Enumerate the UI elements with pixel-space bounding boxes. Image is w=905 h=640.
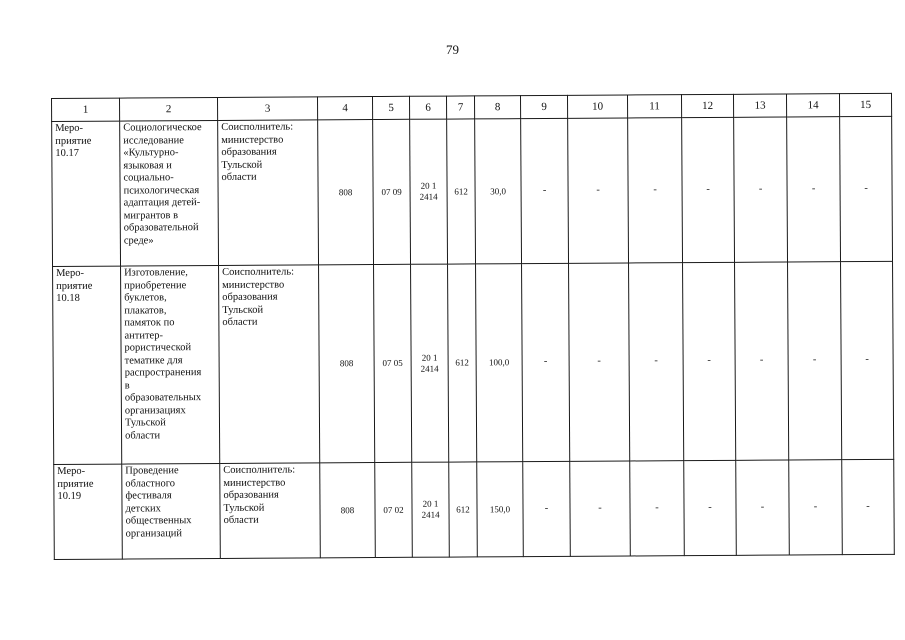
empty-value-cell: - <box>683 262 736 460</box>
header-cell: 1 <box>52 98 120 121</box>
empty-value-cell: - <box>629 263 684 461</box>
header-cell: 4 <box>317 97 372 120</box>
csr-cell: 20 1 2414 <box>410 119 448 264</box>
empty-value-cell: - <box>684 460 737 555</box>
header-cell: 12 <box>681 94 733 117</box>
header-cell: 15 <box>839 93 891 116</box>
empty-value-cell: - <box>789 460 843 555</box>
empty-value-cell: - <box>842 459 895 554</box>
activity-cell: Меро- приятие 10.17 <box>52 121 121 266</box>
description-cell: Изготовление, приобретение буклетов, плакатов, памяток по антитер- рористической тематике для распространения в образовательных организациях Тульской области <box>121 265 220 464</box>
empty-value-cell: - <box>570 461 631 556</box>
executor-cell: Соисполнитель: министерство образования Тульской области <box>218 120 319 266</box>
empty-value-cell: - <box>736 460 790 555</box>
executor-cell: Соисполнитель: министерство образования Тульской области <box>219 265 320 464</box>
executor-cell: Соисполнитель: министерство образования Тульской области <box>220 463 321 559</box>
table-row <box>52 116 893 266</box>
header-cell: 10 <box>567 95 627 118</box>
grbs-cell: 808 <box>319 265 375 463</box>
csr-cell: 20 1 2414 <box>411 264 449 462</box>
empty-value-cell: - <box>523 461 571 556</box>
empty-value-cell: - <box>628 118 683 263</box>
empty-value-cell: - <box>522 263 570 461</box>
vr-cell: 612 <box>448 264 477 462</box>
table-row <box>54 459 895 559</box>
activity-cell: Меро- приятие 10.19 <box>54 464 123 559</box>
header-cell: 7 <box>446 96 474 119</box>
csr-cell: 20 1 2414 <box>412 462 450 557</box>
budget-table <box>51 93 895 560</box>
rzpr-cell: 07 02 <box>375 462 413 557</box>
header-cell: 8 <box>474 96 520 119</box>
vr-cell: 612 <box>449 462 478 557</box>
description-cell: Проведение областного фестиваля детских общественных организаций <box>122 463 221 559</box>
empty-value-cell: - <box>840 116 893 261</box>
activity-cell: Меро- приятие 10.18 <box>53 266 122 464</box>
description-cell: Социологическое исследование «Культурно- языковая и социально- психологическая адаптация детей- мигрантов в образовательной среде» <box>120 120 219 266</box>
header-cell: 6 <box>409 96 446 119</box>
vr-cell: 612 <box>447 119 476 264</box>
rzpr-cell: 07 09 <box>373 119 411 264</box>
empty-value-cell: - <box>682 117 735 262</box>
amount-cell: 100,0 <box>476 264 523 462</box>
header-cell: 3 <box>217 97 317 121</box>
empty-value-cell: - <box>735 262 789 460</box>
empty-value-cell: - <box>569 263 630 461</box>
header-cell: 14 <box>786 94 839 117</box>
empty-value-cell: - <box>788 262 842 460</box>
empty-value-cell: - <box>787 117 841 262</box>
grbs-cell: 808 <box>320 463 376 558</box>
rzpr-cell: 07 05 <box>374 264 412 462</box>
page-number: 79 <box>446 42 459 57</box>
amount-cell: 30,0 <box>475 119 522 264</box>
header-cell: 9 <box>520 95 567 118</box>
empty-value-cell: - <box>841 261 894 459</box>
empty-value-cell: - <box>630 461 685 556</box>
table-row <box>53 261 894 464</box>
header-cell: 13 <box>733 94 786 117</box>
empty-value-cell: - <box>568 118 629 263</box>
header-cell: 2 <box>120 97 218 121</box>
empty-value-cell: - <box>734 117 788 262</box>
grbs-cell: 808 <box>318 120 374 265</box>
empty-value-cell: - <box>521 118 569 263</box>
header-cell: 5 <box>372 96 409 119</box>
amount-cell: 150,0 <box>477 462 524 557</box>
header-cell: 11 <box>627 95 681 118</box>
